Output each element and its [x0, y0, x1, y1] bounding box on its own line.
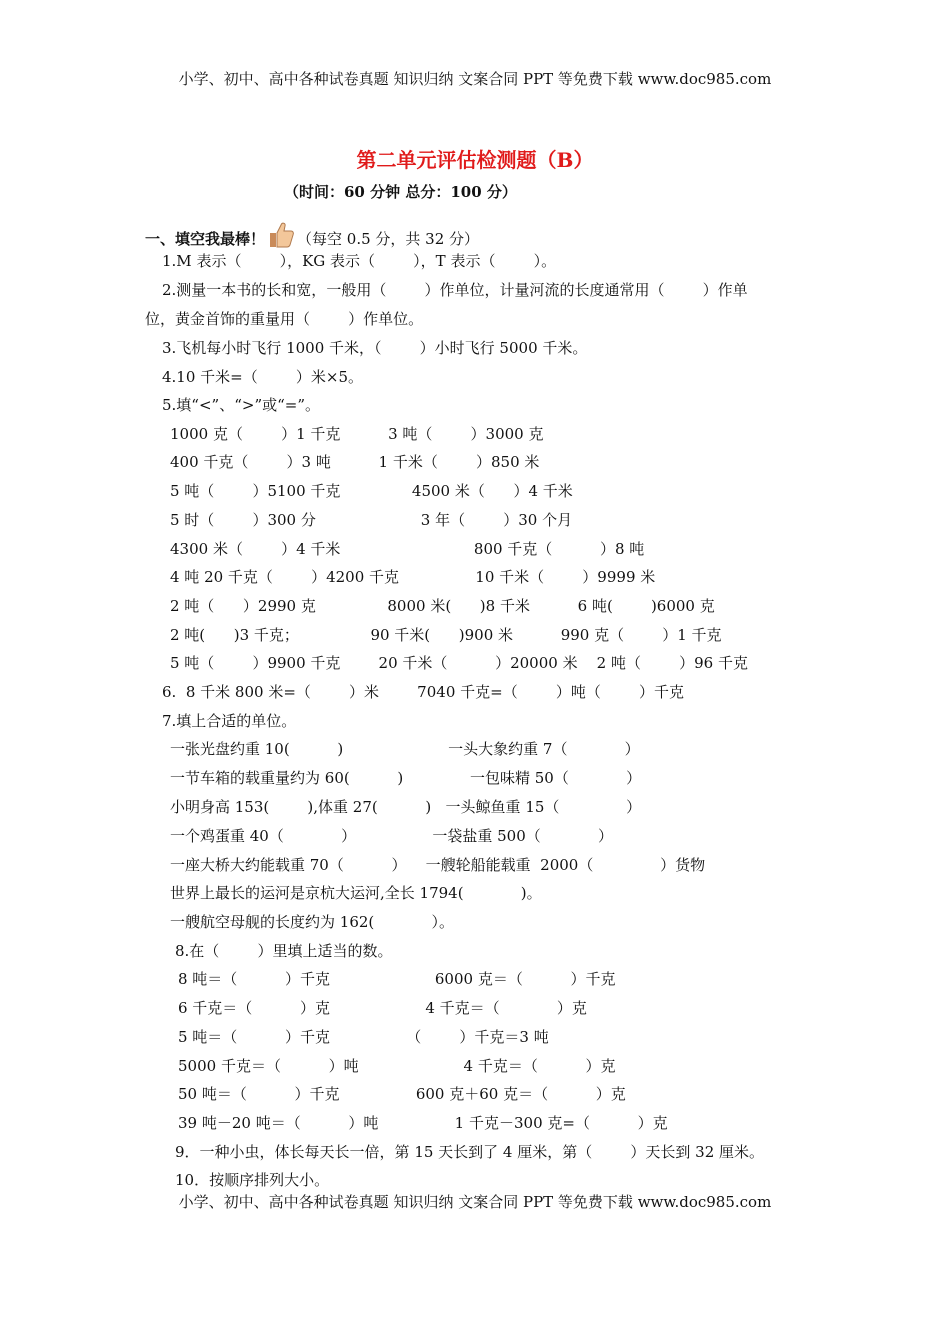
- question-line: 6. 8 千米 800 米=（ ）米 7040 千克=（ ）吨（ ）千克: [162, 683, 684, 701]
- thumbs-up-icon: [267, 220, 295, 250]
- question-line: 5 时（ ）300 分 3 年（ ）30 个月: [170, 511, 573, 529]
- question-line: 39 吨－20 吨＝（ ）吨 1 千克－300 克=（ ）克: [178, 1114, 668, 1132]
- page-header: 小学、初中、高中各种试卷真题 知识归纳 文案合同 PPT 等免费下载 www.doc985.com: [178, 70, 772, 88]
- question-line: 8 吨＝（ ）千克 6000 克＝（ ）千克: [178, 970, 616, 988]
- question-line: 一座大桥大约能载重 70（ ） 一艘轮船能载重 2000（ ）货物: [170, 856, 706, 874]
- question-line: 一艘航空母舰的长度约为 162( ）。: [170, 913, 454, 931]
- exam-meta: （时间：60 分钟 总分：100 分）: [284, 183, 517, 201]
- question-line: 位，黄金首饰的重量用（ ）作单位。: [145, 310, 424, 328]
- question-line: 4 吨 20 千克（ ）4200 千克 10 千米（ ）9999 米: [170, 568, 656, 586]
- question-line: 5 吨（ ）5100 千克 4500 米（ ）4 千米: [170, 482, 573, 500]
- question-line: 400 千克（ ）3 吨 1 千米（ ）850 米: [170, 453, 540, 471]
- question-line: 6 千克＝（ ）克 4 千克＝（ ）克: [178, 999, 587, 1017]
- question-line: 5 吨＝（ ）千克 （ ）千克＝3 吨: [178, 1028, 549, 1046]
- question-line: 5.填“<”、“>”或“=”。: [162, 396, 321, 414]
- question-line: 一张光盘约重 10( ) 一头大象约重 7（ ）: [170, 740, 640, 758]
- question-line: 2 吨（ ）2990 克 8000 米( )8 千米 6 吨( )6000 克: [170, 597, 715, 615]
- page-title: 第二单元评估检测题（B）: [356, 148, 594, 172]
- question-line: 1.M 表示（ ），KG 表示（ ），T 表示（ ）。: [162, 252, 557, 270]
- question-line: 3.飞机每小时飞行 1000 千米，（ ）小时飞行 5000 千米。: [162, 339, 588, 357]
- question-line: 一个鸡蛋重 40（ ） 一袋盐重 500（ ）: [170, 827, 613, 845]
- question-line: 9．一种小虫，体长每天长一倍，第 15 天长到了 4 厘米，第（ ）天长到 32 厘米。: [175, 1143, 765, 1161]
- question-line: 5000 千克＝（ ）吨 4 千克＝（ ）克: [178, 1057, 616, 1075]
- question-line: 世界上最长的运河是京杭大运河,全长 1794( )。: [170, 884, 542, 902]
- question-line: 7.填上合适的单位。: [162, 712, 297, 730]
- section-1-heading: [145, 220, 479, 250]
- question-line: 小明身高 153( ),体重 27( ) 一头鲸鱼重 15（ ）: [170, 798, 642, 816]
- question-line: 4.10 千米=（ ）米×5。: [162, 368, 363, 386]
- question-line: 1000 克（ ）1 千克 3 吨（ ）3000 克: [170, 425, 544, 443]
- question-line: 5 吨（ ）9900 千克 20 千米（ ）20000 米 2 吨（ ）96 千克: [170, 654, 748, 672]
- question-line: 10．按顺序排列大小。: [175, 1171, 330, 1189]
- question-line: 一节车箱的载重量约为 60( ) 一包味精 50（ ）: [170, 769, 642, 787]
- question-line: 50 吨＝（ ）千克 600 克＋60 克＝（ ）克: [178, 1085, 626, 1103]
- page-footer: 小学、初中、高中各种试卷真题 知识归纳 文案合同 PPT 等免费下载 www.doc985.com: [178, 1193, 772, 1211]
- question-line: 2.测量一本书的长和宽，一般用（ ）作单位，计量河流的长度通常用（ ）作单: [162, 281, 748, 299]
- section-1-note: （每空 0.5 分，共 32 分）: [297, 230, 480, 248]
- question-line: 8.在（ ）里填上适当的数。: [175, 942, 393, 960]
- question-line: 4300 米（ ）4 千米 800 千克（ ）8 吨: [170, 540, 645, 558]
- section-1-title: 一、填空我最棒！: [145, 230, 266, 248]
- question-line: 2 吨( )3 千克； 90 千米( )900 米 990 克（ ）1 千克: [170, 626, 722, 644]
